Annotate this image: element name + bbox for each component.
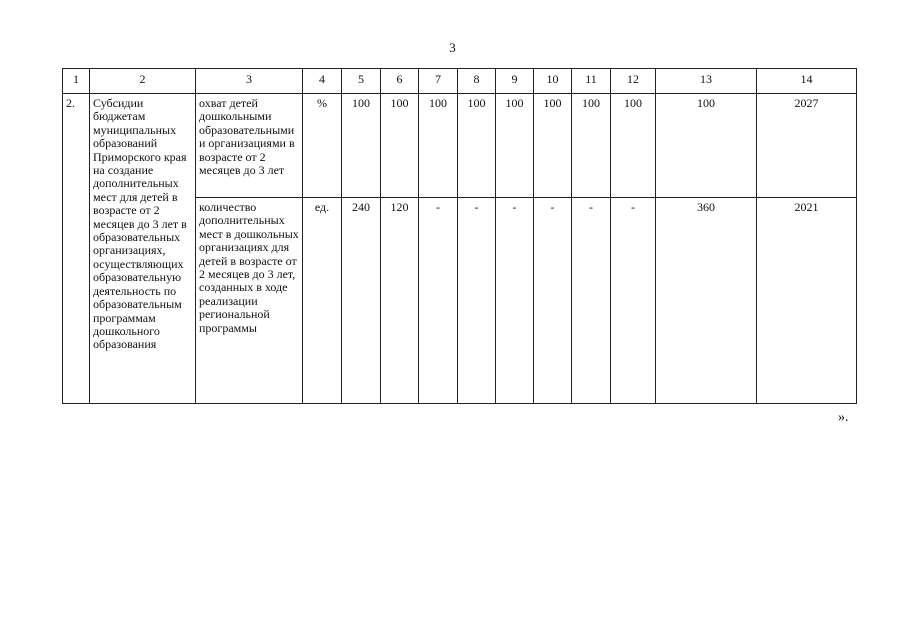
- value-cell: 240: [342, 198, 381, 404]
- table-row: [63, 94, 857, 198]
- closing-quote: ».: [838, 410, 849, 425]
- value-cell: 100: [458, 94, 496, 198]
- item-number: 2.: [63, 94, 90, 404]
- value-cell: 100: [381, 94, 419, 198]
- value-cell: -: [419, 198, 458, 404]
- year-cell: 2021: [757, 198, 857, 404]
- header-cell: 5: [342, 69, 381, 94]
- header-cell: 8: [458, 69, 496, 94]
- header-cell: 1: [63, 69, 90, 94]
- indicator-table: [62, 68, 857, 404]
- total-cell: 360: [656, 198, 757, 404]
- value-cell: -: [496, 198, 534, 404]
- header-cell: 9: [496, 69, 534, 94]
- unit-cell: %: [303, 94, 342, 198]
- header-cell: 12: [611, 69, 656, 94]
- header-cell: 7: [419, 69, 458, 94]
- year-cell: 2027: [757, 94, 857, 198]
- header-cell: 3: [196, 69, 303, 94]
- indicator-cell: количество дополнительных мест в дошкольных организациях для детей в возрасте от 2 месяцев до 3 лет, созданных в ходе реализации региональной программы: [196, 198, 303, 404]
- value-cell: 100: [611, 94, 656, 198]
- header-cell: 13: [656, 69, 757, 94]
- header-cell: 4: [303, 69, 342, 94]
- value-cell: -: [534, 198, 572, 404]
- header-cell: 11: [572, 69, 611, 94]
- value-cell: -: [572, 198, 611, 404]
- total-cell: 100: [656, 94, 757, 198]
- page-number: 3: [449, 40, 456, 55]
- value-cell: 120: [381, 198, 419, 404]
- unit-cell: ед.: [303, 198, 342, 404]
- item-description: Субсидии бюджетам муниципальных образований Приморского края на создание дополнительных мест для детей в возрасте от 2 месяцев до 3 лет в образовательных организациях, осуществляющих образовательную деятельность по образовательным программам дошкольного образования: [90, 94, 196, 404]
- value-cell: 100: [342, 94, 381, 198]
- header-cell: 10: [534, 69, 572, 94]
- value-cell: 100: [419, 94, 458, 198]
- header-cell: 2: [90, 69, 196, 94]
- value-cell: -: [458, 198, 496, 404]
- header-row: [63, 69, 857, 94]
- header-cell: 14: [757, 69, 857, 94]
- value-cell: -: [611, 198, 656, 404]
- value-cell: 100: [572, 94, 611, 198]
- indicator-cell: охват детей дошкольными образовательными и организациями в возрасте от 2 месяцев до 3 лет: [196, 94, 303, 198]
- value-cell: 100: [496, 94, 534, 198]
- value-cell: 100: [534, 94, 572, 198]
- header-cell: 6: [381, 69, 419, 94]
